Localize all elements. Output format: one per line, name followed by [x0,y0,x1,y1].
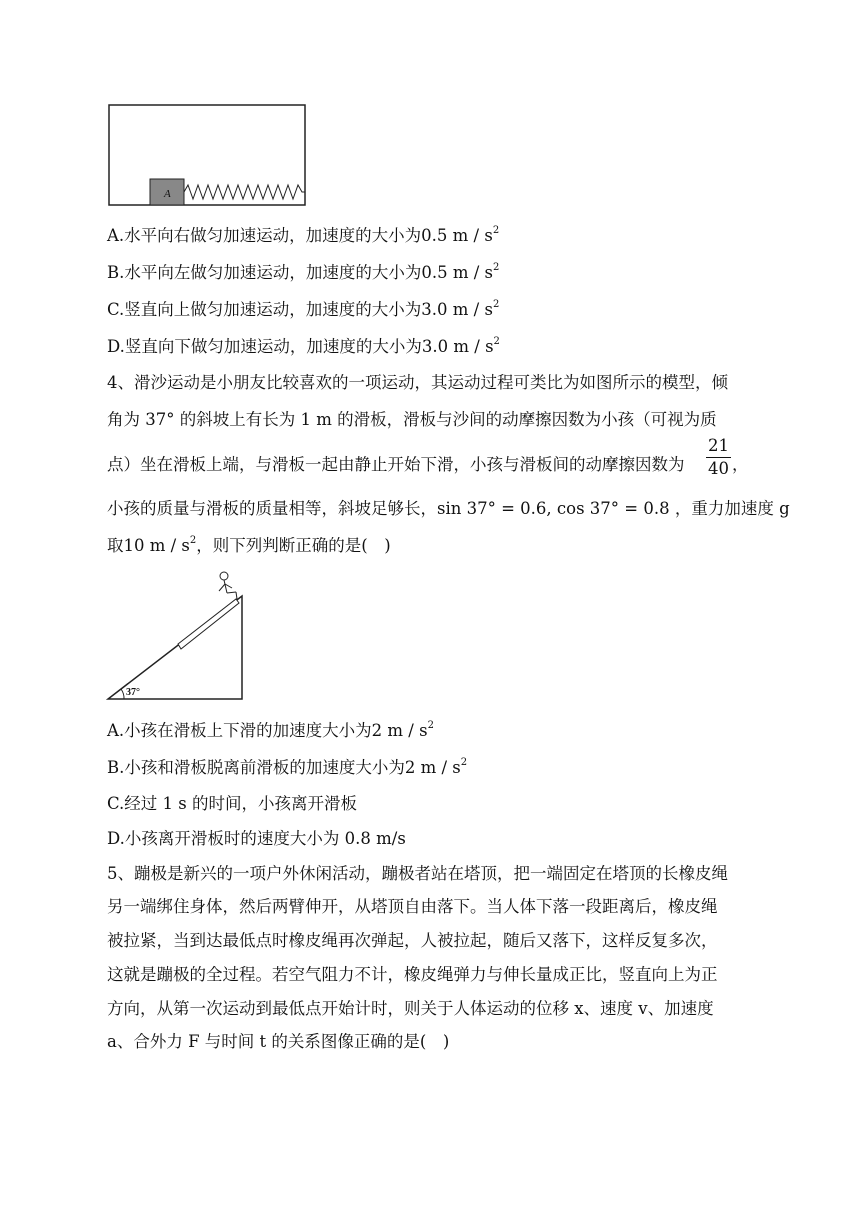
angle-arc [121,689,124,699]
q4-stem-line1: 4、滑沙运动是小朋友比较喜欢的一项运动，其运动过程可类比为如图所示的模型，倾 [107,373,728,392]
spring [184,185,305,199]
q5-line4: 这就是蹦极的全过程。若空气阻力不计，橡皮绳弹力与伸长量成正比，竖直向上为正 [107,965,718,984]
q3-option-a: A.水平向右做匀加速运动，加速度的大小为0.5 m / $s^2$ [107,225,500,245]
q3-option-c: C.竖直向上做匀加速运动，加速度的大小为3.0 m / $s^2$ [107,299,500,319]
q4-option-d: D.小孩离开滑板时的速度大小为 0.8 m/s [107,829,406,848]
child-figure [219,572,237,599]
container-box [109,105,305,205]
fraction-denominator: 40 [708,459,729,478]
q4-option-c: C.经过 1 s 的时间，小孩离开滑板 [107,794,357,813]
q5-line6: a、合外力 F 与时间 t 的关系图像正确的是( ) [107,1032,450,1051]
q4-stem-line3: 点）坐在滑板上端，与滑板一起由静止开始下滑，小孩与滑板间的动摩擦因数为 [107,455,685,474]
q4-stem-line4: 小孩的质量与滑板的质量相等，斜坡足够长，sin 37° = 0.6, cos 37° = 0.8 ，重力加速度 g [107,499,790,518]
q5-line2: 另一端绑住身体，然后两臂伸开，从塔顶自由落下。当人体下落一段距离后，橡皮绳 [107,897,718,916]
q4-stem-line5: 取10 m / $s^2$，则下列判断正确的是( ) [107,535,391,555]
q4-fraction [706,435,731,480]
q5-line1: 5、蹦极是新兴的一项户外休闲活动，蹦极者站在塔顶，把一端固定在塔顶的长橡皮绳 [107,864,728,883]
angle-label: 37° [126,687,140,698]
q3-figure [108,104,308,208]
q3-option-d: D.竖直向下做匀加速运动，加速度的大小为3.0 m / $s^2$ [107,336,500,356]
q4-figure [106,566,246,702]
q4-option-b: B.小孩和滑板脱离前滑板的加速度大小为2 m / $s^2$ [107,757,468,777]
q4-fraction-comma: ， [732,455,749,474]
q4-stem-line2: 角为 37° 的斜坡上有长为 1 m 的滑板，滑板与沙间的动摩擦因数为小孩（可视为质 [107,410,717,429]
fraction-numerator: 21 [706,435,731,458]
sand-board [178,599,239,649]
block-a-label: A [164,188,171,200]
q5-line3: 被拉紧，当到达最低点时橡皮绳再次弹起，人被拉起，随后又落下，这样反复多次， [107,931,718,950]
q3-option-b: B.水平向左做匀加速运动，加速度的大小为0.5 m / $s^2$ [107,262,500,282]
q5-line5: 方向，从第一次运动到最低点开始计时，则关于人体运动的位移 x、速度 v、加速度 [107,999,714,1018]
q4-option-a: A.小孩在滑板上下滑的加速度大小为2 m / $s^2$ [107,720,434,740]
